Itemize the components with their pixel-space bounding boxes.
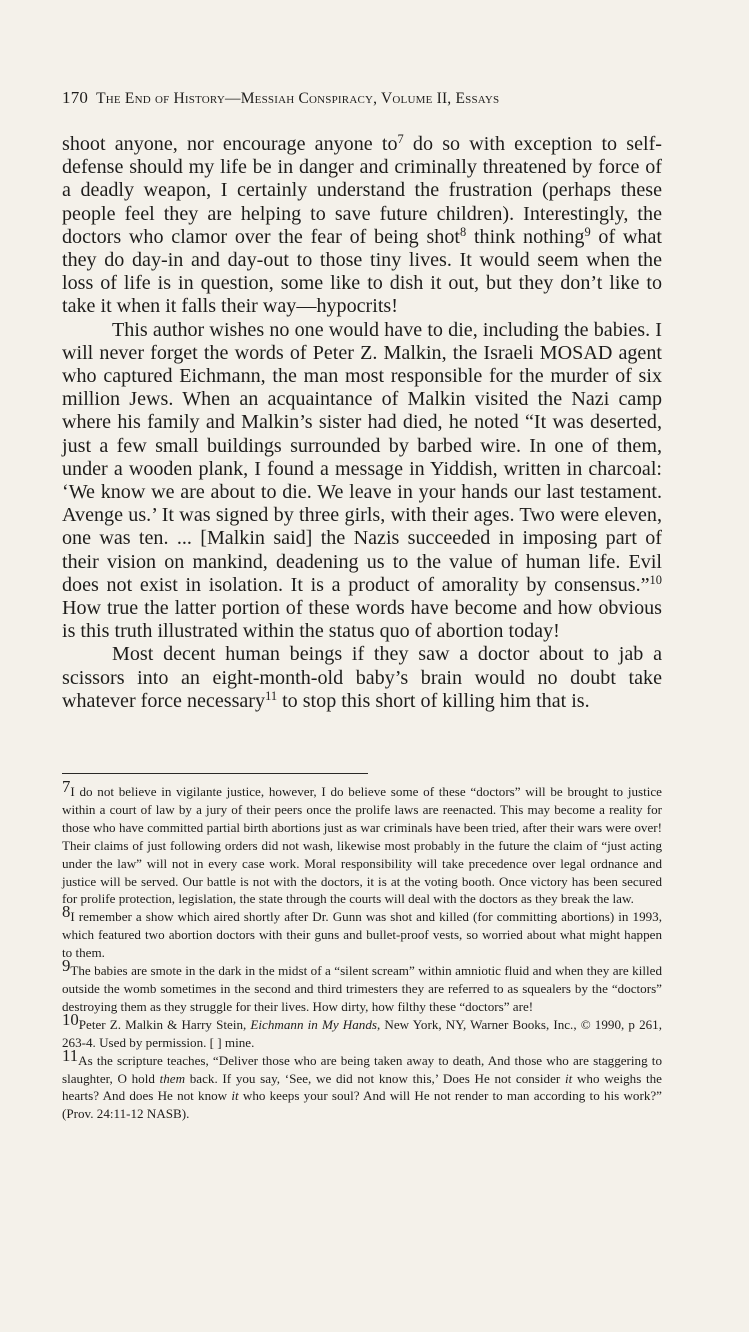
text-run: do so with exception to self-defense should my life be in danger and criminally threatened by force of a deadly weapon, I certainly understand the frustration (perhaps these people feel they are helping to save future children). Interestingly, the doctors who clamor over the fear of being shot [62, 133, 662, 248]
text-run: of what they do day-in and day-out to those tiny lives. It would seem when the loss of life is in question, some like to dish it out, but they don’t like to take it when it falls their way—hypocrits! [62, 225, 662, 318]
page-number: 170 [62, 88, 89, 107]
footnote-text: I remember a show which aired shortly after Dr. Gunn was shot and killed (for committing abortions) in 1993, which featured two abortion doctors with their guns and bullet-proof vests, so worried about what might happen to them. [62, 909, 662, 961]
footnote-number: 10 [62, 1009, 79, 1029]
footnote-11 [62, 1045, 662, 1124]
footnote-text: The babies are smote in the dark in the midst of a “silent scream” within amniotic fluid and when they are killed outside the womb sometimes in the second and third trimesters they are referred to as squealers by the “doctors” destroying them as they struggle for their lives. How dirty, how filthy these “doctors” are! [62, 963, 662, 1014]
footnote-number: 9 [62, 955, 71, 975]
text-run: shoot anyone, nor encourage anyone to [62, 133, 398, 155]
footnote-text: who keeps your soul? And will He not render to man according to his work?” (Prov. 24:11-12 NASB). [62, 1088, 662, 1122]
paragraph-1 [62, 133, 662, 319]
footnote-text: who weighs the hearts? And does He not know [62, 1070, 662, 1104]
footnote-divider [62, 773, 368, 774]
footnote-text: I do not believe in vigilante justice, however, I do believe some of these “doctors” will be brought to justice within a court of law by a jury of their peers once the prolife laws are reenacted. This may become a reality for those who have committed partial birth abortions just as war criminals have been tried, after their wars were over! Their claims of just following orders did not wash, likewise most probably in the future the claim of “just acting under the law” will not in every case work. Moral responsibility will take precedence over legal ordnance and justice will be served. Our battle is not with the doctors, it is at the voting booth. Once victory has been secured for prolife protection, legislation, the state through the courts will deal with the doctors as they break the law. [62, 784, 662, 907]
footnote-ref-10: 10 [649, 573, 662, 588]
book-title: Eichmann in My Hands [250, 1016, 377, 1032]
footnote-ref-11: 11 [265, 689, 278, 704]
running-header [62, 88, 662, 108]
footnote-text: back. If you say, ‘See, we did not know this,’ Does He not consider [185, 1070, 565, 1086]
footnote-ref-7: 7 [397, 132, 404, 147]
text-run: How true the latter portion of these words have become and how obvious is this truth illustrated within the status quo of abortion today! [62, 597, 662, 643]
footnote-10 [62, 1009, 662, 1052]
footnote-7 [62, 776, 662, 908]
footnote-9 [62, 955, 662, 1016]
text-run: Most decent human beings if they saw a doctor about to jab a scissors into an eight-month-old baby’s brain would no doubt take whatever force necessary [62, 643, 662, 712]
footnote-text: As the scripture teaches, “Deliver those who are being taken away to death, And those who are staggering to slaughter, O hold [62, 1052, 662, 1086]
footnotes [62, 776, 662, 1123]
running-title: The End of History—Messiah Conspiracy, Volume II, Essays [96, 90, 500, 107]
emphasis: them [159, 1070, 186, 1086]
footnote-number: 11 [62, 1045, 79, 1065]
footnote-number: 7 [62, 776, 71, 796]
text-run: think nothing [466, 225, 585, 248]
emphasis: it [564, 1070, 573, 1086]
text-run: to stop this short of killing him that is. [277, 689, 590, 712]
footnote-number: 8 [62, 902, 71, 922]
footnote-ref-9: 9 [584, 224, 591, 239]
paragraph-2 [62, 319, 662, 644]
main-text [62, 133, 662, 713]
footnote-8 [62, 902, 662, 962]
paragraph-3 [62, 643, 662, 713]
footnote-text: Peter Z. Malkin & Harry Stein, [78, 1016, 251, 1032]
emphasis: it [231, 1088, 239, 1104]
text-run: This author wishes no one would have to die, including the babies. I will never forget the words of Peter Z. Malkin, the Israeli MOSAD agent who captured Eichmann, the man most responsible for the murder of six million Jews. When an acquaintance of Malkin visited the Nazi camp where his family and Malkin’s sister had died, he noted “It was deserted, just a few small buildings surrounded by barbed wire. In one of them, under a wooden plank, I found a message in Yiddish, written in charcoal: ‘We know we are about to die. We leave in your hands our last testament. Avenge us.’ It was signed by three girls, with their ages. Two were eleven, one was ten. ... [Malkin said] the Nazis succeeded in imposing part of their vision on mankind, deadening us to the value of human life. Evil does not exist in isolation. It is a product of amorality by consensus.” [62, 318, 662, 596]
footnote-text: , New York, NY, Warner Books, Inc., © 1990, p 261, 263-4. Used by permission. [ ] mine. [62, 1016, 662, 1050]
footnote-ref-8: 8 [459, 224, 467, 239]
